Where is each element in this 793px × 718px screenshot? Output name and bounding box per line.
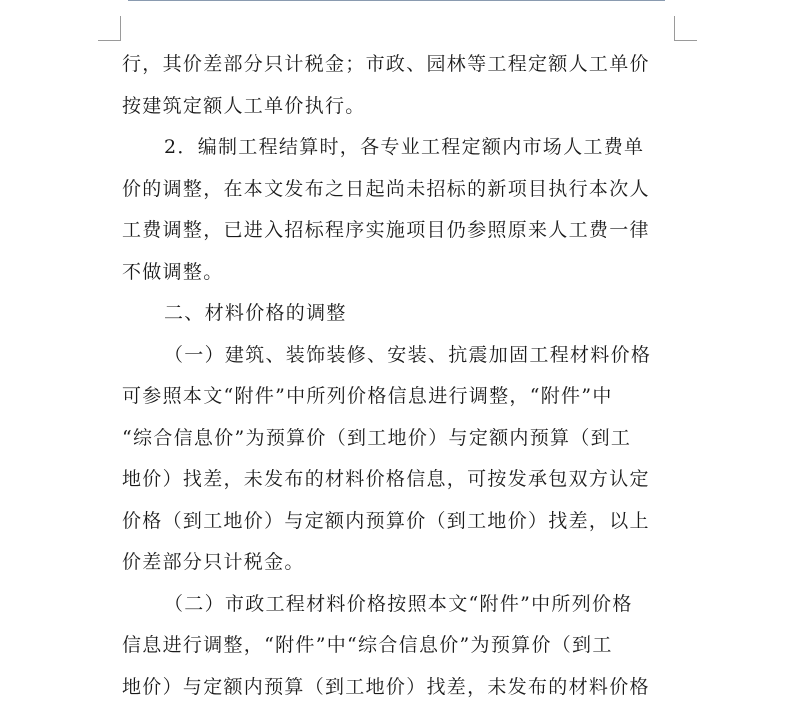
text-line: 价的调整，在本文发布之日起尚未招标的新项目执行本次人 bbox=[122, 177, 650, 200]
text-line: 2．编制工程结算时，各专业工程定额内市场人工费单 bbox=[164, 136, 645, 158]
text-line: 行，其价差部分只计税金；市政、园林等工程定额人工单价 bbox=[122, 53, 650, 75]
text-line: 可参照本文“附件”中所列价格信息进行调整，“附件”中 bbox=[122, 385, 613, 407]
section-heading: 二、材料价格的调整 bbox=[164, 302, 347, 324]
text-line: 价格（到工地价）与定额内预算价（到工地价）找差，以上 bbox=[122, 509, 650, 532]
page-top-edge bbox=[128, 0, 665, 1]
document-body[interactable] bbox=[122, 44, 674, 708]
text-line: 地价）找差，未发布的材料价格信息，可按发承包双方认定 bbox=[122, 468, 650, 490]
text-line: 不做调整。 bbox=[122, 260, 224, 283]
top-left-margin-mark bbox=[98, 16, 121, 41]
text-line: “综合信息价”为预算价（到工地价）与定额内预算（到工 bbox=[122, 426, 632, 449]
top-right-margin-mark bbox=[674, 16, 697, 41]
text-line: 按建筑定额人工单价执行。 bbox=[122, 94, 366, 117]
text-line: （一）建筑、装饰装修、安装、抗震加固工程材料价格 bbox=[164, 343, 652, 366]
text-line: 地价）与定额内预算（到工地价）找差，未发布的材料价格 bbox=[122, 675, 650, 698]
text-line: 价差部分只计税金。 bbox=[122, 551, 305, 573]
text-line: 信息进行调整，“附件”中“综合信息价”为预算价（到工 bbox=[122, 634, 613, 656]
text-line: 工费调整，已进入招标程序实施项目仍参照原来人工费一律 bbox=[122, 219, 650, 241]
text-line: （二）市政工程材料价格按照本文“附件”中所列价格 bbox=[164, 592, 633, 615]
